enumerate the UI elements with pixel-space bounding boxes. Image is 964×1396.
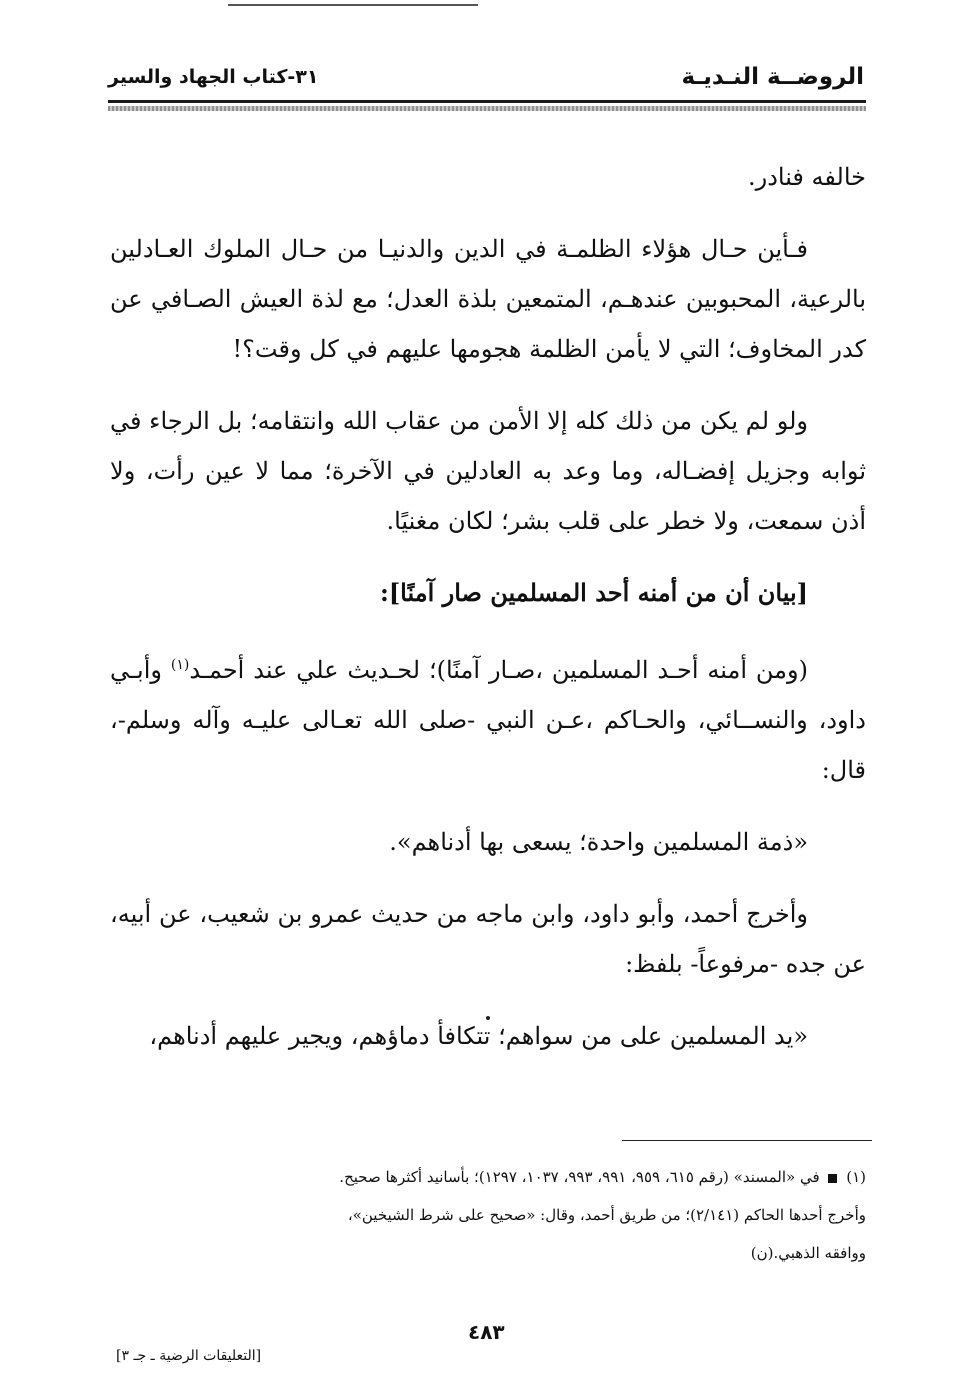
footnote-line-1-text: في «المسند» (رقم ٦١٥، ٩٥٩، ٩٩١، ٩٩٣، ١٠٣٧، ١٢٩٧)؛ بأسانيد أكثرها صحيح. [339, 1168, 820, 1186]
page-header [108, 62, 864, 98]
footnote-reference: (١) [170, 657, 190, 673]
footnote-line-1 [108, 1158, 866, 1196]
hadith-quote-1: «ذمة المسلمين واحدة؛ يسعى بها أدناهم». [389, 828, 808, 856]
footnotes [108, 1158, 866, 1272]
paragraph-4-text-a: (ومن أمنه أحـد المسلمين ،صـار آمنًا)؛ لحـديث علي عند أحمـد [189, 656, 808, 684]
edition-reference: [التعليقات الرضية ـ جـ ٣] [116, 1348, 262, 1364]
footnote-line-3: ووافقه الذهبي.(ن) [750, 1244, 866, 1262]
scan-speck [486, 1016, 490, 1020]
header-rule-pattern [108, 106, 866, 111]
footnote-line-2: وأخرج أحدها الحاكم (٢/١٤١)؛ من طريق أحمد، وقال: «صحيح على شرط الشيخين»، [347, 1206, 866, 1224]
book-title: الروضــة النـديـة [681, 64, 864, 90]
paragraph-4 [110, 640, 866, 795]
footnote-separator [622, 1140, 872, 1141]
header-rule [108, 100, 866, 103]
paragraph-3: ولو لم يكن من ذلك كله إلا الأمن من عقاب الله وانتقامه؛ بل الرجاء في ثوابه وجزيل إفضـاله، وما وعد به العادلين في الآخرة؛ مما لا عين رأت، ولا أذن سمعت، ولا خطر على قلب بشر؛ لكان مغنيًا. [110, 407, 866, 535]
paragraph-5: وأخرج أحمد، وأبو داود، وابن ماجه من حديث عمرو بن شعيب، عن أبيه، عن جده -مرفوعاً- بلفظ: [110, 900, 866, 978]
section-heading: [بيان أن من أمنه أحد المسلمين صار آمنًا]: [379, 578, 808, 607]
page-number: ٤٨٣ [468, 1320, 505, 1344]
scan-edge-line [228, 4, 478, 6]
square-marker-icon [828, 1174, 837, 1183]
footnote-number: (١) [846, 1168, 866, 1186]
paragraph-1: خالفه فنادر. [747, 163, 866, 191]
hadith-quote-2: «يد المسلمين على من سواهم؛ تتكافأ دماؤهم، ويجير عليهم أدناهم، [149, 1022, 808, 1050]
paragraph-2: فـأين حـال هؤلاء الظلمـة في الدين والدنيـا من حـال الملوك العـادلين بالرعية، المحبوبين عندهـم، المتمعين بلذة العدل؛ مع لذة العيش الصـافي عن كدر المخاوف؛ التي لا يأمن الظلمة هجومها عليهم في كل وقت؟! [110, 235, 866, 363]
main-text [110, 152, 866, 1083]
paragraph-4-text-b: وأبـي داود، والنســائي، والحـاكم ،عـن النبي -صلى الله تعـالى عليـه وآله وسلم-، قال: [110, 656, 866, 784]
chapter-title: ٣١-كتاب الجهاد والسير [108, 66, 319, 88]
